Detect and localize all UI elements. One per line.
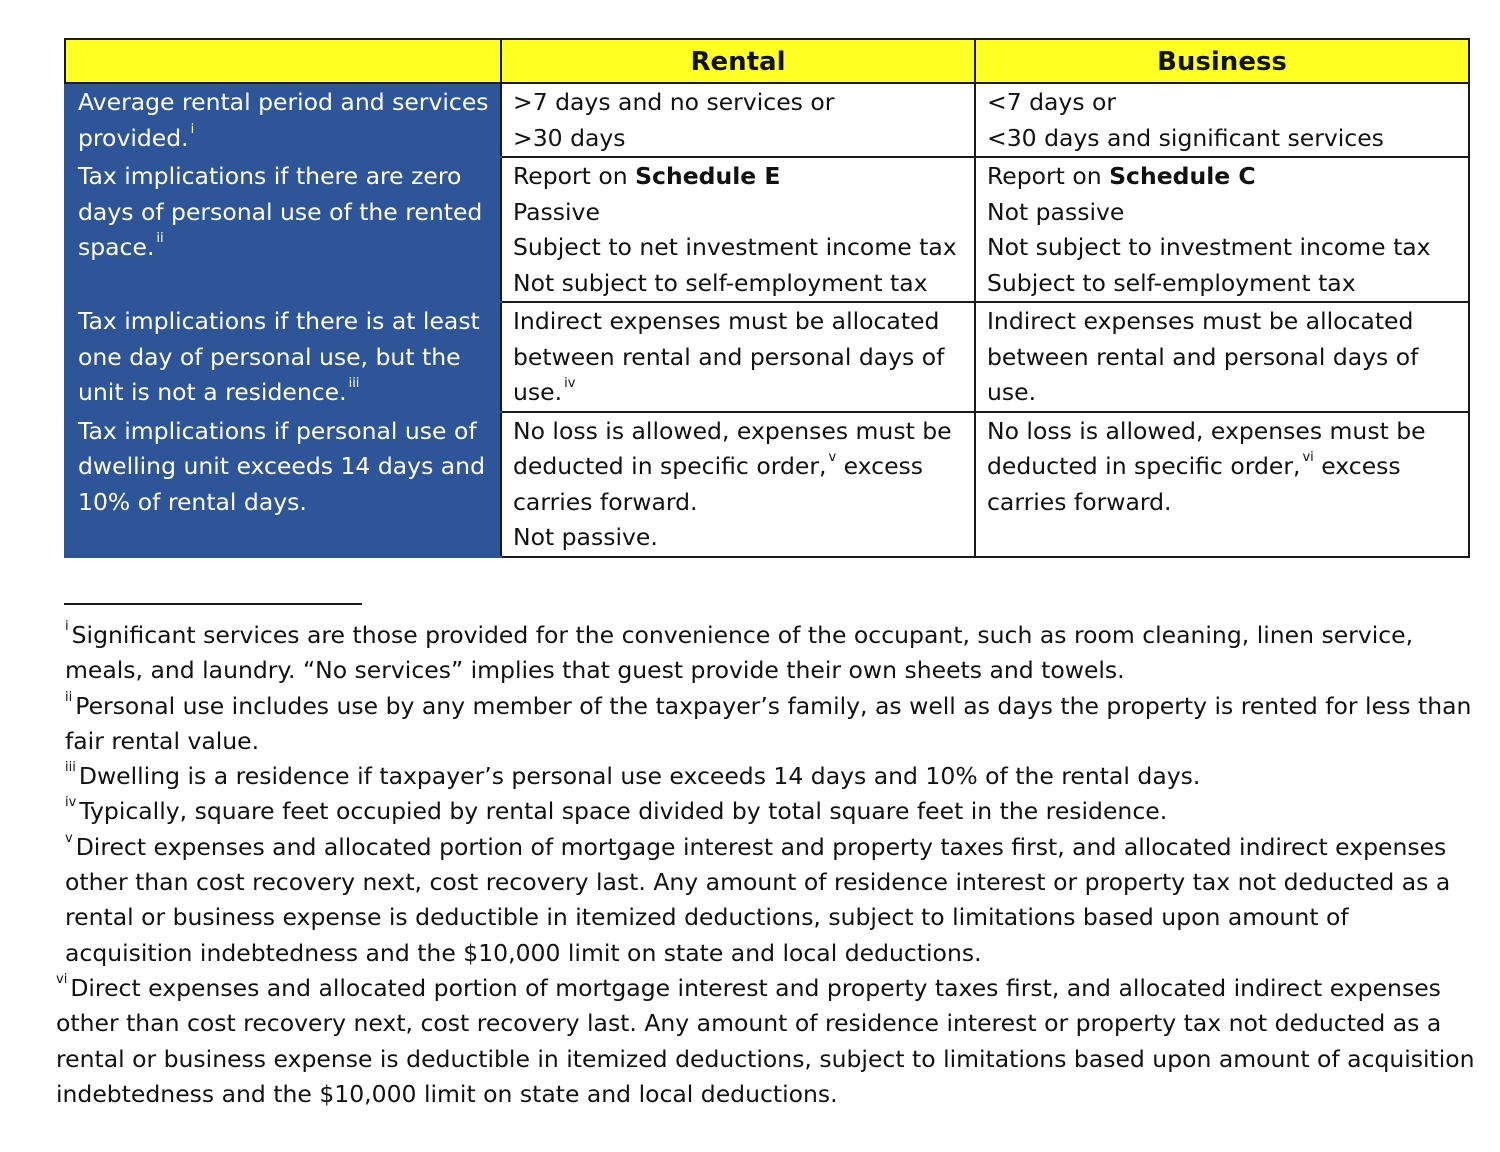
row-label: Tax implications if personal use of dwelling unit exceeds 14 days and 10% of rental days. bbox=[65, 412, 501, 557]
row-label: Average rental period and services provided. $^i$ bbox=[65, 83, 501, 157]
table-row bbox=[65, 302, 1469, 412]
footnote: $^i$ Significant services are those provided for the convenience of the occupant, such as room cleaning, linen service, meals, and laundry. “No services” implies that guest provide their own sheets and towels. bbox=[65, 619, 1414, 685]
footnote: $^{iii}$ Dwelling is a residence if taxpayer’s personal use exceeds 14 days and 10% of the rental days. bbox=[65, 760, 1201, 791]
rental-cell: No loss is allowed, expenses must be deducted in specific order, $^v$ excess carries forward. Not passive. bbox=[501, 412, 975, 557]
header-rental: Rental bbox=[501, 39, 975, 83]
footnote: $^{iv}$ Typically, square feet occupied by rental space divided by total square feet in the residence. bbox=[65, 795, 1168, 826]
table-row bbox=[65, 412, 1469, 557]
header-corner bbox=[65, 39, 501, 83]
footnote-separator bbox=[64, 603, 362, 605]
table-row bbox=[65, 83, 1469, 157]
footnote: $^{ii}$ Personal use includes use by any member of the taxpayer’s family, as well as days the property is rented for less than fair rental value. bbox=[65, 689, 1472, 755]
row-label: Tax implications if there is at least one day of personal use, but the unit is not a residence. $^{iii}$ bbox=[65, 302, 501, 412]
rental-cell: Indirect expenses must be allocated between rental and personal days of use. $^{iv}$ bbox=[501, 302, 975, 412]
footnote: $^v$ Direct expenses and allocated portion of mortgage interest and property taxes first, and allocated indirect expenses other than cost recovery next, cost recovery last. Any amount of residence interest or property tax not deducted as a rental or business expense is deductible in itemized deductions, subject to limitations based upon amount of acquisition indebtedness and the $10,000 limit on state and local deductions. bbox=[65, 830, 1451, 967]
rental-cell: Report on Schedule E Passive Subject to net investment income tax Not subject to self-employment tax bbox=[501, 157, 975, 302]
rental-cell: >7 days and no services or >30 days bbox=[501, 83, 975, 157]
comparison-table bbox=[64, 38, 1470, 558]
header-row bbox=[65, 39, 1469, 83]
business-cell: Indirect expenses must be allocated between rental and personal days of use. bbox=[975, 302, 1469, 412]
row-label: Tax implications if there are zero days of personal use of the rented space. $^{ii}$ bbox=[65, 157, 501, 302]
footnote: $^{vi}$ Direct expenses and allocated portion of mortgage interest and property taxes first, and allocated indirect expenses other than cost recovery next, cost recovery last. Any amount of residence interest or property tax not deducted as a rental or business expense is deductible in itemized deductions, subject to limitations based upon amount of acquisition indebtedness and the $10,000 limit on state and local deductions. bbox=[56, 971, 1475, 1108]
business-cell: No loss is allowed, expenses must be deducted in specific order, $^{vi}$ excess carries forward. bbox=[975, 412, 1469, 557]
business-cell: <7 days or <30 days and significant services bbox=[975, 83, 1469, 157]
table-row bbox=[65, 157, 1469, 302]
header-business: Business bbox=[975, 39, 1469, 83]
business-cell: Report on Schedule C Not passive Not subject to investment income tax Subject to self-employment tax bbox=[975, 157, 1469, 302]
footnotes bbox=[56, 618, 1476, 1112]
